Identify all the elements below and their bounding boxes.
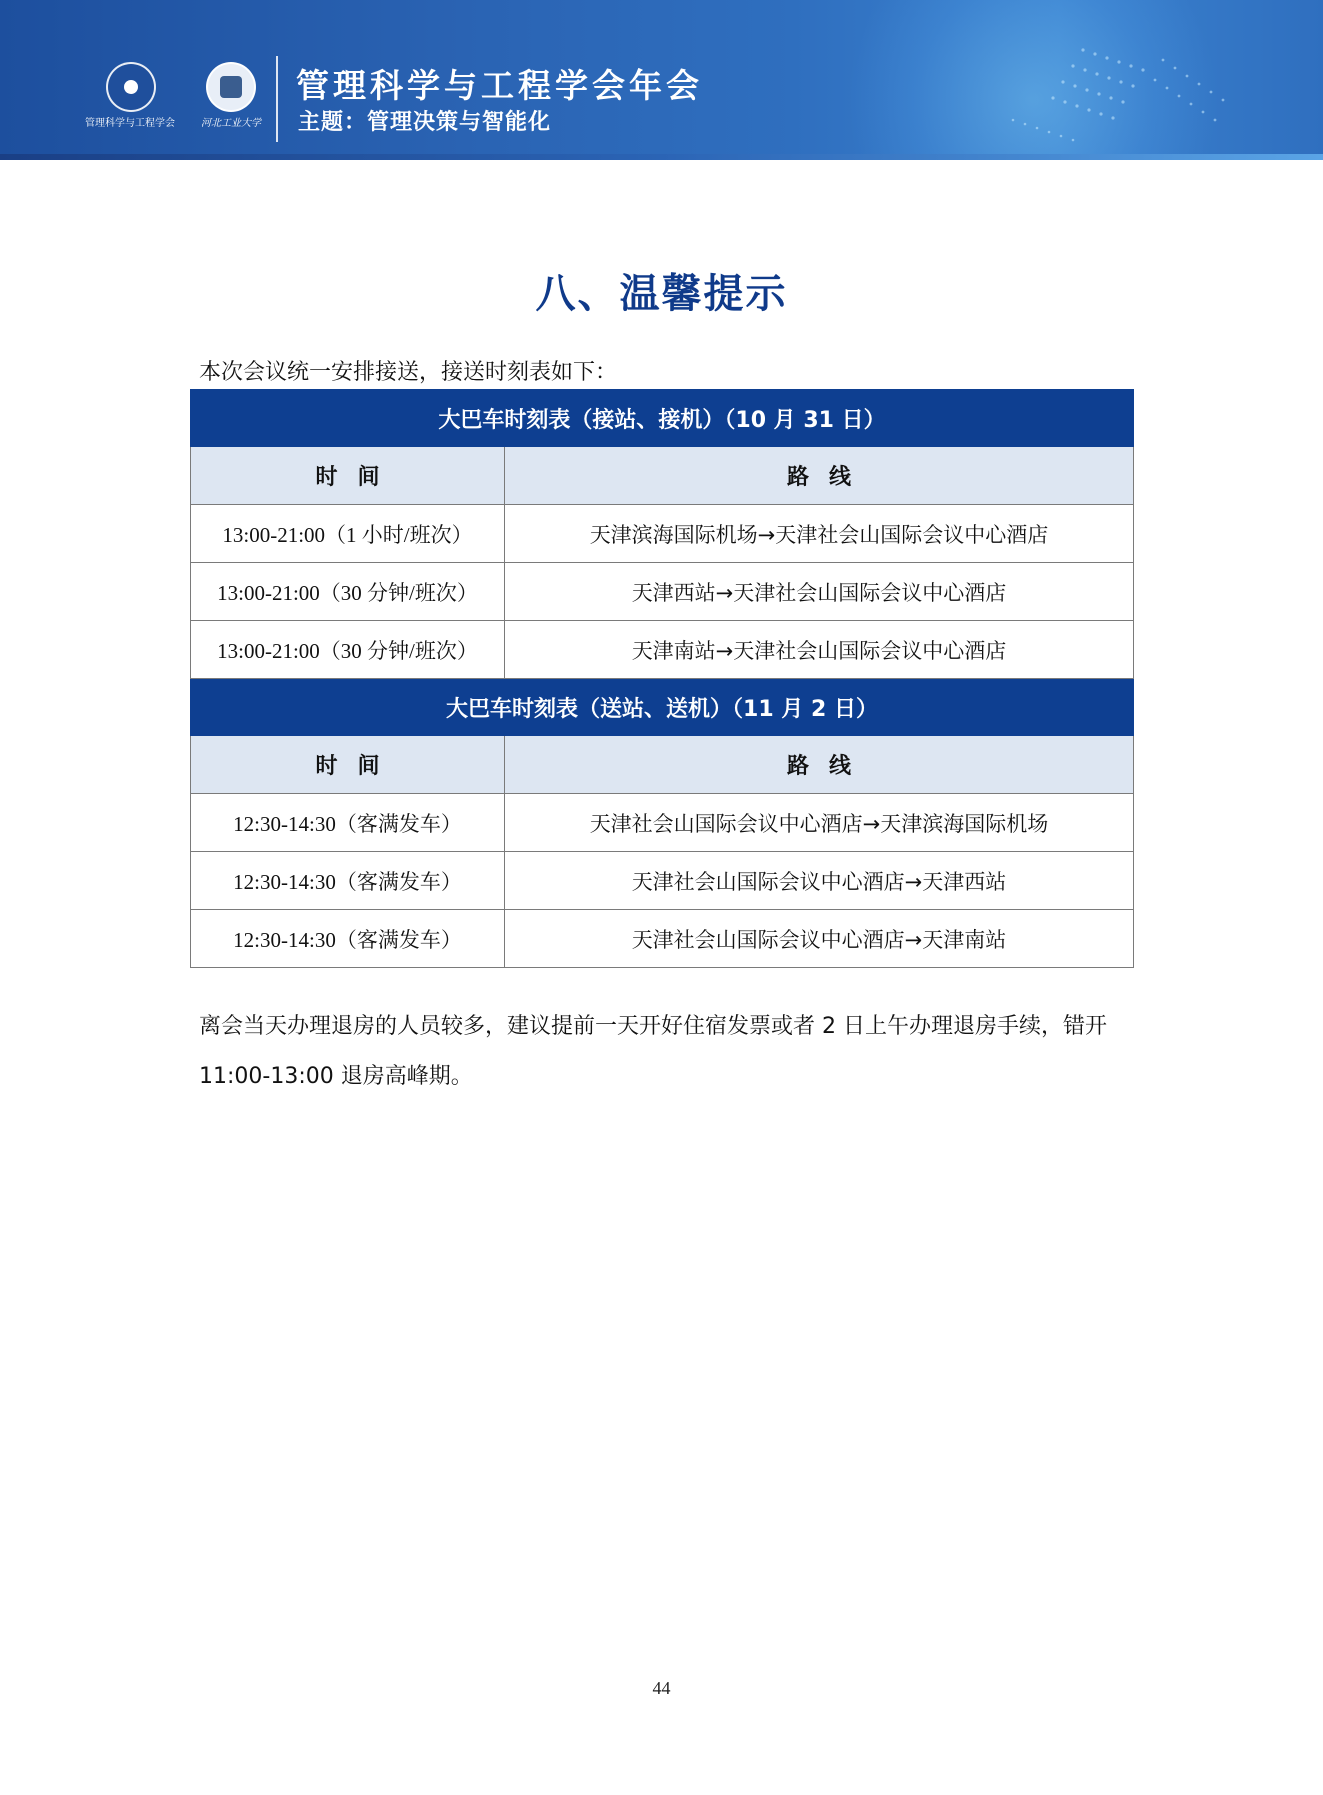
intro-text: 本次会议统一安排接送，接送时刻表如下： [199, 360, 618, 385]
departure-header-row [191, 736, 1134, 794]
time-cell: 12:30-14:30（客满发车） [191, 910, 505, 968]
university-name: 河北工业大学 [201, 118, 261, 129]
table-row [191, 910, 1134, 968]
section-title: 八、温馨提示 [535, 271, 788, 317]
university-seal-icon [206, 62, 256, 112]
table-row [191, 621, 1134, 679]
header-banner [0, 0, 1323, 160]
route-cell: 天津滨海国际机场→天津社会山国际会议中心酒店 [505, 505, 1134, 563]
time-cell: 13:00-21:00（30 分钟/班次） [191, 621, 505, 679]
table-row [191, 563, 1134, 621]
arrival-table-title: 大巴车时刻表（接站、接机）（10 月 31 日） [191, 390, 1134, 447]
time-cell: 13:00-21:00（1 小时/班次） [191, 505, 505, 563]
route-cell: 天津社会山国际会议中心酒店→天津西站 [505, 852, 1134, 910]
page-number: 44 [652, 1678, 671, 1698]
route-cell: 天津社会山国际会议中心酒店→天津滨海国际机场 [505, 794, 1134, 852]
table-row [191, 852, 1134, 910]
conference-theme: 主题：管理决策与智能化 [298, 110, 552, 135]
header-divider [276, 56, 278, 142]
departure-table-title: 大巴车时刻表（送站、送机）（11 月 2 日） [191, 679, 1134, 736]
bus-schedule-table [190, 389, 1134, 968]
departure-title-row [191, 679, 1134, 736]
table-row [191, 505, 1134, 563]
route-cell: 天津南站→天津社会山国际会议中心酒店 [505, 621, 1134, 679]
time-cell: 13:00-21:00（30 分钟/班次） [191, 563, 505, 621]
decorative-dot-globe [783, 20, 1263, 150]
conference-title: 管理科学与工程学会年会 [296, 66, 703, 105]
departure-col-time: 时间 [191, 736, 505, 794]
arrival-header-row [191, 447, 1134, 505]
society-name: 管理科学与工程学会 [85, 118, 175, 129]
table-row [191, 794, 1134, 852]
checkout-note: 离会当天办理退房的人员较多，建议提前一天开好住宿发票或者 2 日上午办理退房手续，错开 11:00-13:00 退房高峰期。 [199, 1014, 1107, 1089]
route-cell: 天津西站→天津社会山国际会议中心酒店 [505, 563, 1134, 621]
arrival-col-time: 时间 [191, 447, 505, 505]
arrival-title-row [191, 390, 1134, 447]
route-cell: 天津社会山国际会议中心酒店→天津南站 [505, 910, 1134, 968]
arrival-col-route: 路线 [505, 447, 1134, 505]
time-cell: 12:30-14:30（客满发车） [191, 794, 505, 852]
departure-col-route: 路线 [505, 736, 1134, 794]
society-logo-icon [106, 62, 156, 112]
time-cell: 12:30-14:30（客满发车） [191, 852, 505, 910]
